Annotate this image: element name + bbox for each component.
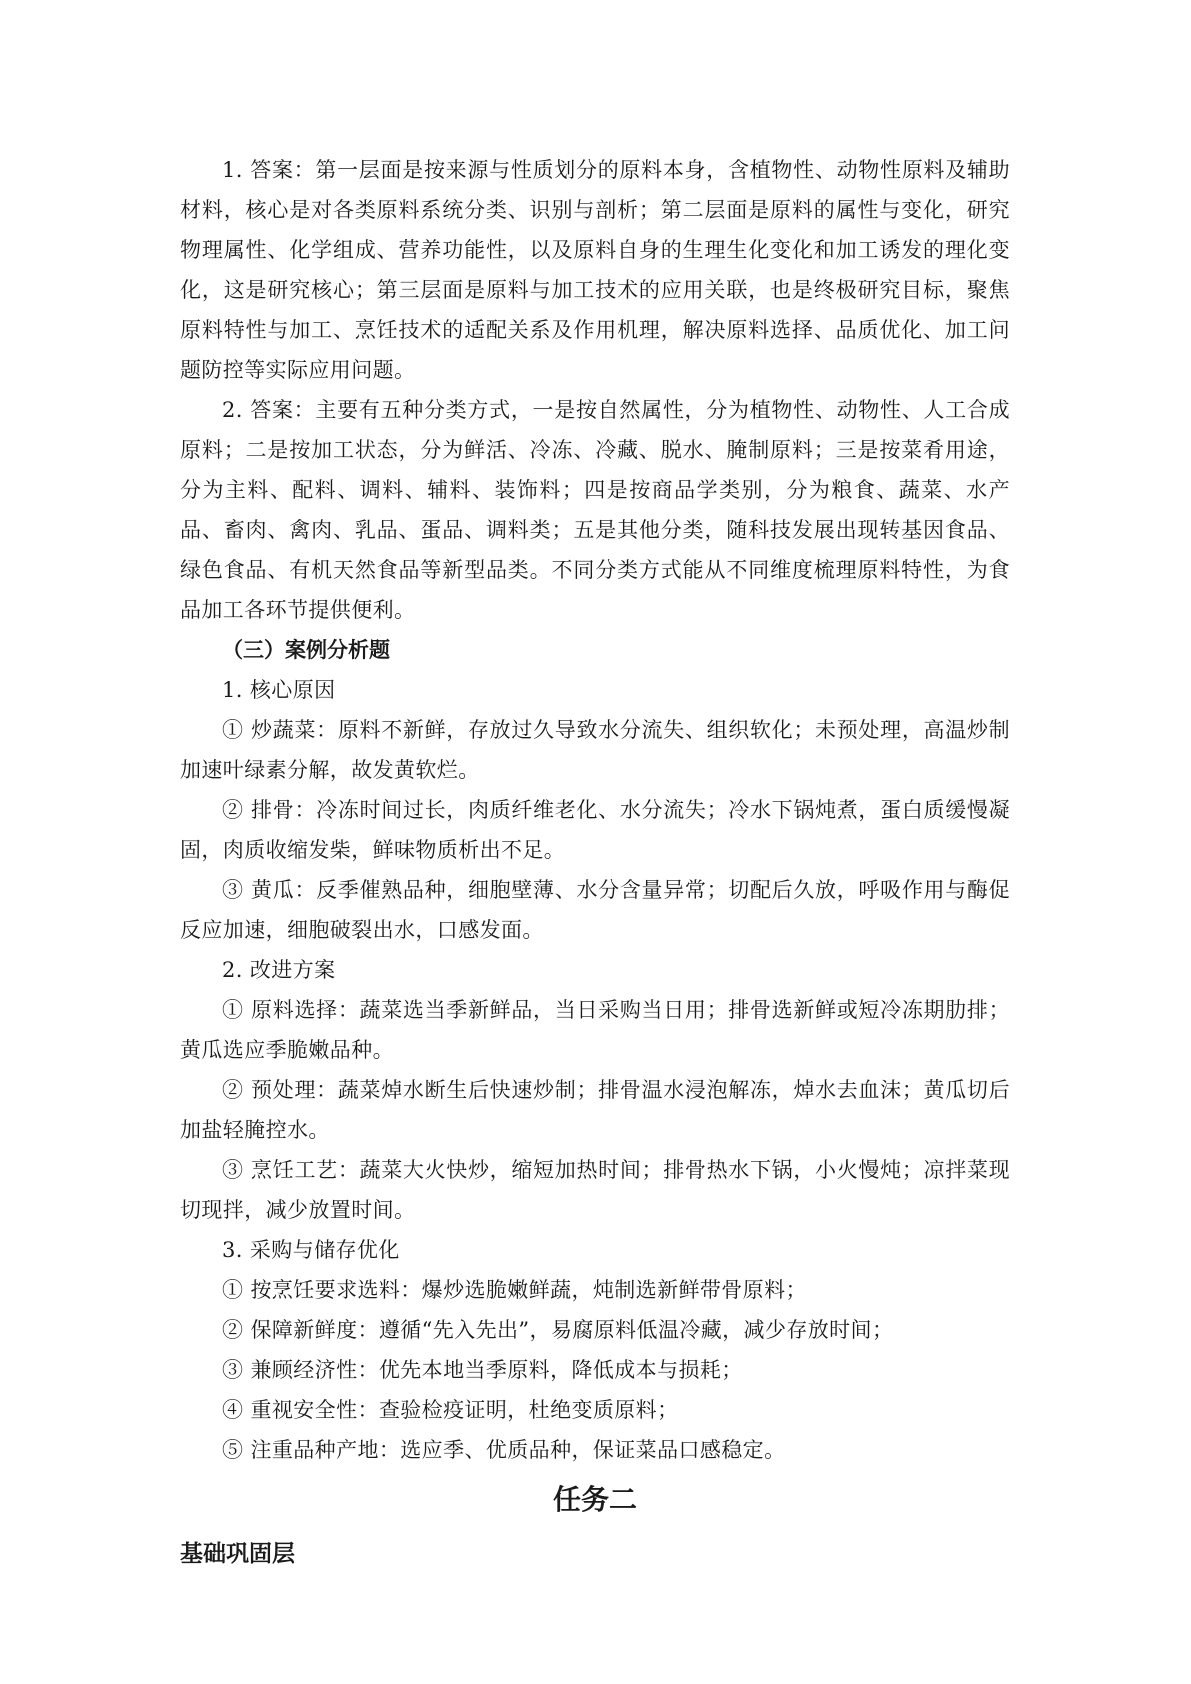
q3-item: ② 保障新鲜度：遵循“先入先出”，易腐原料低温冷藏，减少存放时间； <box>222 1318 894 1342</box>
q3-item: ③ 兼顾经济性：优先本地当季原料，降低成本与损耗； <box>222 1358 743 1382</box>
q1-title: 1. 核心原因 <box>222 678 336 702</box>
layer-title: 基础巩固层 <box>180 1541 295 1567</box>
q1-item: ② 排骨：冷冻时间过长，肉质纤维老化、水分流失；冷水下锅炖煮，蛋白质缓慢凝固，肉质收缩发柴，鲜味物质析出不足。 <box>180 798 1010 862</box>
answer-1: 1. 答案：第一层面是按来源与性质划分的原料本身，含植物性、动物性原料及辅助材料，核心是对各类原料系统分类、识别与剖析；第二层面是原料的属性与变化，研究物理属性、化学组成、营养功能性，以及原料自身的生理生化变化和加工诱发的理化变化，这是研究核心；第三层面是原料与加工技术的应用关联，也是终极研究目标，聚焦原料特性与加工、烹饪技术的适配关系及作用机理，解决原料选择、品质优化、加工问题防控等实际应用问题。 <box>180 158 1010 382</box>
q1-item: ③ 黄瓜：反季催熟品种，细胞壁薄、水分含量异常；切配后久放，呼吸作用与酶促反应加速，细胞破裂出水，口感发面。 <box>180 878 1010 942</box>
task-title: 任务二 <box>552 1483 637 1516</box>
q1-item: ① 炒蔬菜：原料不新鲜，存放过久导致水分流失、组织软化；未预处理，高温炒制加速叶绿素分解，故发黄软烂。 <box>180 718 1010 782</box>
case-analysis-heading: （三）案例分析题 <box>222 638 390 662</box>
q2-item: ③ 烹饪工艺：蔬菜大火快炒，缩短加热时间；排骨热水下锅，小火慢炖；凉拌菜现切现拌，减少放置时间。 <box>180 1158 1010 1222</box>
q2-item: ② 预处理：蔬菜焯水断生后快速炒制；排骨温水浸泡解冻，焯水去血沫；黄瓜切后加盐轻腌控水。 <box>180 1078 1010 1142</box>
document-page <box>180 150 1010 1574</box>
q2-item: ① 原料选择：蔬菜选当季新鲜品，当日采购当日用；排骨选新鲜或短冷冻期肋排；黄瓜选应季脆嫩品种。 <box>180 998 1010 1062</box>
q3-title: 3. 采购与储存优化 <box>222 1238 400 1262</box>
q2-title: 2. 改进方案 <box>222 958 336 982</box>
q3-item: ④ 重视安全性：查验检疫证明，杜绝变质原料； <box>222 1398 679 1422</box>
q3-item: ⑤ 注重品种产地：选应季、优质品种，保证菜品口感稳定。 <box>222 1438 786 1462</box>
answer-2: 2. 答案：主要有五种分类方式，一是按自然属性，分为植物性、动物性、人工合成原料；二是按加工状态，分为鲜活、冷冻、冷藏、脱水、腌制原料；三是按菜肴用途，分为主料、配料、调料、辅料、装饰料；四是按商品学类别，分为粮食、蔬菜、水产品、畜肉、禽肉、乳品、蛋品、调料类；五是其他分类，随科技发展出现转基因食品、绿色食品、有机天然食品等新型品类。不同分类方式能从不同维度梳理原料特性，为食品加工各环节提供便利。 <box>180 398 1010 622</box>
q3-item: ① 按烹饪要求选料：爆炒选脆嫩鲜蔬，炖制选新鲜带骨原料； <box>222 1278 807 1302</box>
